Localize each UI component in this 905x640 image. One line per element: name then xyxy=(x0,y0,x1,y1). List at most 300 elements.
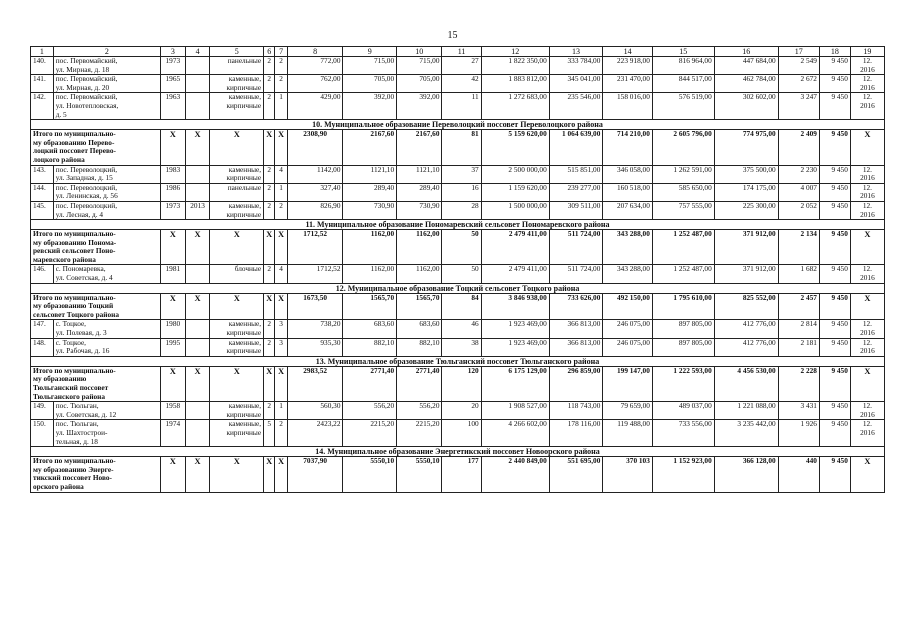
table-cell: 1 923 469,00 xyxy=(481,338,549,356)
total-cell: 2 440 849,00 xyxy=(481,457,549,492)
table-cell: 489 037,00 xyxy=(652,402,714,420)
section-heading: 13. Муниципальное образование Тюльганский поссовет Тюльганского района xyxy=(31,356,885,366)
table-cell: 2215,20 xyxy=(343,420,397,447)
table-cell: 2 xyxy=(264,402,275,420)
total-cell: X xyxy=(185,230,210,265)
table-cell: 4 xyxy=(275,165,287,183)
table-cell: 1 221 088,00 xyxy=(714,402,778,420)
table-cell: 9 450 xyxy=(819,402,850,420)
total-cell: 9 450 xyxy=(819,293,850,320)
total-label: Итого по муниципально- му образованию Понома- ревский сельсовет Поно- маревского района xyxy=(31,230,161,265)
total-cell: X xyxy=(850,293,884,320)
total-cell: 2771,40 xyxy=(343,366,397,401)
table-cell: 1986 xyxy=(160,183,185,201)
table-cell: 46 xyxy=(442,320,481,338)
table-cell: 4 266 602,00 xyxy=(481,420,549,447)
table-cell: 2 xyxy=(264,338,275,356)
table-cell: 1965 xyxy=(160,75,185,93)
column-number-cell: 11 xyxy=(442,47,481,57)
table-cell: 12. 2016 xyxy=(850,420,884,447)
table-cell: 178 116,00 xyxy=(549,420,603,447)
table-cell xyxy=(185,402,210,420)
table-cell: 1973 xyxy=(160,201,185,219)
total-cell: 5550,10 xyxy=(343,457,397,492)
table-row xyxy=(31,201,885,219)
table-cell: 392,00 xyxy=(343,93,397,120)
total-row xyxy=(31,293,885,320)
table-cell: 27 xyxy=(442,57,481,75)
register-table xyxy=(30,46,885,493)
total-cell: 371 912,00 xyxy=(714,230,778,265)
column-number-cell: 5 xyxy=(210,47,264,57)
table-cell: 1 682 xyxy=(778,265,819,283)
table-cell: 1712,52 xyxy=(287,265,343,283)
column-number-cell: 6 xyxy=(264,47,275,57)
table-cell: 1 500 000,00 xyxy=(481,201,549,219)
section-heading: 11. Муниципальное образование Пономаревский сельсовет Пономаревского района xyxy=(31,220,885,230)
table-cell: 1 262 591,00 xyxy=(652,165,714,183)
table-cell: 2 xyxy=(264,201,275,219)
table-cell: 730,90 xyxy=(397,201,442,219)
table-cell xyxy=(185,93,210,120)
table-cell: 12. 2016 xyxy=(850,165,884,183)
table-cell: 2 xyxy=(264,165,275,183)
total-cell: X xyxy=(264,130,275,165)
total-cell: 84 xyxy=(442,293,481,320)
total-cell: X xyxy=(264,457,275,492)
table-cell: 1983 xyxy=(160,165,185,183)
total-cell: X xyxy=(264,366,275,401)
column-number-cell: 15 xyxy=(652,47,714,57)
table-cell: 28 xyxy=(442,201,481,219)
table-cell: 556,20 xyxy=(397,402,442,420)
table-cell: 2 052 xyxy=(778,201,819,219)
table-cell xyxy=(185,265,210,283)
table-cell: 683,60 xyxy=(397,320,442,338)
table-cell: 174 175,00 xyxy=(714,183,778,201)
table-cell: 12. 2016 xyxy=(850,320,884,338)
column-number-cell: 19 xyxy=(850,47,884,57)
total-cell: X xyxy=(275,130,287,165)
table-cell: 897 805,00 xyxy=(652,320,714,338)
table-body xyxy=(31,47,885,493)
table-cell: 757 555,00 xyxy=(652,201,714,219)
total-cell: 199 147,00 xyxy=(603,366,653,401)
table-cell: 882,10 xyxy=(397,338,442,356)
total-cell: X xyxy=(210,457,264,492)
total-cell: 551 695,00 xyxy=(549,457,603,492)
total-cell: 2 479 411,00 xyxy=(481,230,549,265)
table-cell: 2013 xyxy=(185,201,210,219)
section-heading-row xyxy=(31,220,885,230)
table-cell: 2 479 411,00 xyxy=(481,265,549,283)
table-cell: 4 007 xyxy=(778,183,819,201)
table-cell: 2 181 xyxy=(778,338,819,356)
total-cell: 9 450 xyxy=(819,457,850,492)
total-cell: 7037,90 xyxy=(287,457,343,492)
table-cell: 2 549 xyxy=(778,57,819,75)
table-cell: 50 xyxy=(442,265,481,283)
table-cell: 207 634,00 xyxy=(603,201,653,219)
table-cell: 882,10 xyxy=(343,338,397,356)
section-heading-row xyxy=(31,356,885,366)
table-cell: 343 288,00 xyxy=(603,265,653,283)
table-cell: 2 814 xyxy=(778,320,819,338)
table-cell: 371 912,00 xyxy=(714,265,778,283)
table-cell: 2 xyxy=(264,93,275,120)
table-cell: 12. 2016 xyxy=(850,265,884,283)
table-cell: 118 743,00 xyxy=(549,402,603,420)
table-cell: 160 518,00 xyxy=(603,183,653,201)
table-cell xyxy=(185,57,210,75)
table-row xyxy=(31,183,885,201)
total-cell: 50 xyxy=(442,230,481,265)
total-row xyxy=(31,230,885,265)
table-cell: 2 xyxy=(275,75,287,93)
table-cell: 3 247 xyxy=(778,93,819,120)
table-cell: 1 xyxy=(275,183,287,201)
table-cell: 366 813,00 xyxy=(549,338,603,356)
total-label: Итого по муниципально- му образованию Энерге- тикский поссовет Ново- орского района xyxy=(31,457,161,492)
table-cell: 1121,10 xyxy=(343,165,397,183)
total-cell: X xyxy=(275,457,287,492)
table-cell: 2 xyxy=(275,57,287,75)
total-cell: 2 134 xyxy=(778,230,819,265)
total-cell: X xyxy=(275,366,287,401)
table-cell: 816 964,00 xyxy=(652,57,714,75)
table-cell: 1 822 350,00 xyxy=(481,57,549,75)
total-cell: X xyxy=(264,230,275,265)
column-number-cell: 8 xyxy=(287,47,343,57)
table-cell: пос. Первомайский, ул. Мирная, д. 18 xyxy=(53,57,160,75)
table-cell: 11 xyxy=(442,93,481,120)
table-cell: 9 450 xyxy=(819,93,850,120)
total-cell: 1712,52 xyxy=(287,230,343,265)
table-cell: 2423,22 xyxy=(287,420,343,447)
table-cell: блочные xyxy=(210,265,264,283)
table-cell: 2 xyxy=(275,420,287,447)
table-cell: 5 xyxy=(264,420,275,447)
total-cell: 1565,70 xyxy=(343,293,397,320)
table-cell: 9 450 xyxy=(819,75,850,93)
total-cell: 511 724,00 xyxy=(549,230,603,265)
total-cell: 1162,00 xyxy=(397,230,442,265)
total-cell: 2 605 796,00 xyxy=(652,130,714,165)
table-cell: 119 488,00 xyxy=(603,420,653,447)
total-cell: 4 456 530,00 xyxy=(714,366,778,401)
total-cell: 1162,00 xyxy=(343,230,397,265)
section-heading-row xyxy=(31,283,885,293)
total-cell: 2 228 xyxy=(778,366,819,401)
table-cell: 2 xyxy=(264,320,275,338)
total-cell: X xyxy=(850,457,884,492)
total-cell: 177 xyxy=(442,457,481,492)
table-cell: 9 450 xyxy=(819,320,850,338)
table-cell: 392,00 xyxy=(397,93,442,120)
total-cell: 2771,40 xyxy=(397,366,442,401)
table-cell: 730,90 xyxy=(343,201,397,219)
table-cell: 1 883 812,00 xyxy=(481,75,549,93)
table-cell: каменные, кирпичные xyxy=(210,402,264,420)
table-cell: 235 546,00 xyxy=(549,93,603,120)
table-cell: 1974 xyxy=(160,420,185,447)
total-cell: 2983,52 xyxy=(287,366,343,401)
column-number-cell: 9 xyxy=(343,47,397,57)
table-cell: 37 xyxy=(442,165,481,183)
table-cell: 142. xyxy=(31,93,54,120)
table-cell: 772,00 xyxy=(287,57,343,75)
total-label: Итого по муниципально- му образованию Перево- лоцкий поссовет Перево- лоцкого района xyxy=(31,130,161,165)
total-cell: 1 795 610,00 xyxy=(652,293,714,320)
table-cell: 4 xyxy=(275,265,287,283)
total-cell: 3 846 938,00 xyxy=(481,293,549,320)
table-cell: 38 xyxy=(442,338,481,356)
table-cell: 762,00 xyxy=(287,75,343,93)
table-cell: 12. 2016 xyxy=(850,201,884,219)
column-number-cell: 16 xyxy=(714,47,778,57)
table-cell xyxy=(185,183,210,201)
total-cell: 296 859,00 xyxy=(549,366,603,401)
table-row xyxy=(31,338,885,356)
section-heading: 10. Муниципальное образование Переволоцкий поссовет Переволоцкого района xyxy=(31,120,885,130)
table-cell: 158 016,00 xyxy=(603,93,653,120)
table-cell: пос. Переволоцкий, ул. Лесная, д. 4 xyxy=(53,201,160,219)
table-row xyxy=(31,93,885,120)
page-number: 15 xyxy=(447,30,458,41)
total-cell: 1673,50 xyxy=(287,293,343,320)
table-cell: 141. xyxy=(31,75,54,93)
table-cell: 148. xyxy=(31,338,54,356)
table-cell: 239 277,00 xyxy=(549,183,603,201)
table-cell xyxy=(185,320,210,338)
total-cell: 9 450 xyxy=(819,230,850,265)
table-cell: каменные, кирпичные xyxy=(210,338,264,356)
table-cell: 16 xyxy=(442,183,481,201)
table-cell: 302 602,00 xyxy=(714,93,778,120)
total-cell: X xyxy=(185,293,210,320)
total-cell: X xyxy=(275,230,287,265)
total-cell: X xyxy=(160,130,185,165)
section-heading-row xyxy=(31,120,885,130)
total-cell: 370 103 xyxy=(603,457,653,492)
table-cell: 2 672 xyxy=(778,75,819,93)
total-row xyxy=(31,130,885,165)
table-cell: 12. 2016 xyxy=(850,75,884,93)
table-cell: 3 431 xyxy=(778,402,819,420)
column-number-cell: 4 xyxy=(185,47,210,57)
table-cell: 12. 2016 xyxy=(850,338,884,356)
total-label: Итого по муниципально- му образованию Тоцкий сельсовет Тоцкого района xyxy=(31,293,161,320)
total-cell: X xyxy=(850,130,884,165)
table-cell: 1 xyxy=(275,402,287,420)
table-cell xyxy=(185,420,210,447)
table-cell: 2 xyxy=(275,201,287,219)
total-cell: X xyxy=(210,130,264,165)
table-cell: 1 xyxy=(275,93,287,120)
total-cell: 9 450 xyxy=(819,130,850,165)
table-cell: 1963 xyxy=(160,93,185,120)
total-cell: X xyxy=(185,366,210,401)
table-cell: 1 252 487,00 xyxy=(652,265,714,283)
table-cell: 683,60 xyxy=(343,320,397,338)
table-cell: 1 923 469,00 xyxy=(481,320,549,338)
total-cell: X xyxy=(210,366,264,401)
table-cell: 715,00 xyxy=(397,57,442,75)
column-number-row xyxy=(31,47,885,57)
table-cell: 20 xyxy=(442,402,481,420)
column-number-cell: 2 xyxy=(53,47,160,57)
table-cell: 225 300,00 xyxy=(714,201,778,219)
table-cell: 231 470,00 xyxy=(603,75,653,93)
table-cell: каменные, кирпичные xyxy=(210,75,264,93)
column-number-cell: 13 xyxy=(549,47,603,57)
total-cell: 2167,60 xyxy=(397,130,442,165)
table-cell: 560,30 xyxy=(287,402,343,420)
table-cell: 9 450 xyxy=(819,338,850,356)
total-cell: 5550,10 xyxy=(397,457,442,492)
table-cell: каменные, кирпичные xyxy=(210,201,264,219)
table-cell: пос. Тюльган, ул. Советская, д. 12 xyxy=(53,402,160,420)
table-cell: 9 450 xyxy=(819,265,850,283)
table-cell: 447 684,00 xyxy=(714,57,778,75)
table-cell: 2 xyxy=(264,57,275,75)
table-cell: 223 918,00 xyxy=(603,57,653,75)
table-cell: пос. Первомайский, ул. Мирная, д. 20 xyxy=(53,75,160,93)
table-cell: 412 776,00 xyxy=(714,338,778,356)
total-cell: X xyxy=(264,293,275,320)
total-row xyxy=(31,366,885,401)
table-cell: 145. xyxy=(31,201,54,219)
table-cell: 897 805,00 xyxy=(652,338,714,356)
total-cell: 733 626,00 xyxy=(549,293,603,320)
table-cell: 12. 2016 xyxy=(850,57,884,75)
table-cell: 149. xyxy=(31,402,54,420)
table-cell: пос. Переволоцкий, ул. Ленинская, д. 56 xyxy=(53,183,160,201)
column-number-cell: 7 xyxy=(275,47,287,57)
column-number-cell: 1 xyxy=(31,47,54,57)
table-cell: 429,00 xyxy=(287,93,343,120)
table-cell: 146. xyxy=(31,265,54,283)
table-cell: 2 230 xyxy=(778,165,819,183)
table-cell: с. Тоцкое, ул. Рабочая, д. 16 xyxy=(53,338,160,356)
table-cell: 42 xyxy=(442,75,481,93)
table-cell: 147. xyxy=(31,320,54,338)
table-row xyxy=(31,420,885,447)
table-cell: 1980 xyxy=(160,320,185,338)
table-cell: 1142,00 xyxy=(287,165,343,183)
table-cell: 733 556,00 xyxy=(652,420,714,447)
table-cell: 309 511,00 xyxy=(549,201,603,219)
table-cell: с. Тоцкое, ул. Полевая, д. 3 xyxy=(53,320,160,338)
total-cell: 1 222 593,00 xyxy=(652,366,714,401)
table-cell: пос. Первомайский, ул. Новотепловская, д. 5 xyxy=(53,93,160,120)
table-cell: каменные, кирпичные xyxy=(210,420,264,447)
column-number-cell: 17 xyxy=(778,47,819,57)
column-number-cell: 18 xyxy=(819,47,850,57)
total-cell: 6 175 129,00 xyxy=(481,366,549,401)
table-cell: с. Пономаревка, ул. Советская, д. 4 xyxy=(53,265,160,283)
total-cell: 343 288,00 xyxy=(603,230,653,265)
total-cell: 440 xyxy=(778,457,819,492)
table-cell: 705,00 xyxy=(397,75,442,93)
table-cell xyxy=(185,338,210,356)
section-heading: 12. Муниципальное образование Тоцкий сельсовет Тоцкого района xyxy=(31,283,885,293)
total-cell: 825 552,00 xyxy=(714,293,778,320)
total-cell: X xyxy=(160,457,185,492)
table-cell: 246 075,00 xyxy=(603,320,653,338)
table-cell: 2 xyxy=(264,265,275,283)
table-cell: 12. 2016 xyxy=(850,402,884,420)
table-cell: 556,20 xyxy=(343,402,397,420)
table-cell: 9 450 xyxy=(819,201,850,219)
table-cell: 3 xyxy=(275,320,287,338)
table-cell: каменные, кирпичные xyxy=(210,165,264,183)
table-cell: 1162,00 xyxy=(343,265,397,283)
table-row xyxy=(31,165,885,183)
section-heading: 14. Муниципальное образование Энергетикский поссовет Новоорского района xyxy=(31,447,885,457)
total-cell: 2 457 xyxy=(778,293,819,320)
table-cell: 100 xyxy=(442,420,481,447)
column-number-cell: 3 xyxy=(160,47,185,57)
table-row xyxy=(31,402,885,420)
table-cell: панельные xyxy=(210,183,264,201)
table-row xyxy=(31,57,885,75)
total-cell: X xyxy=(275,293,287,320)
section-heading-row xyxy=(31,447,885,457)
total-cell: 1 152 923,00 xyxy=(652,457,714,492)
table-cell: 143. xyxy=(31,165,54,183)
table-row xyxy=(31,75,885,93)
table-cell: 1995 xyxy=(160,338,185,356)
table-cell: 1981 xyxy=(160,265,185,283)
total-cell: X xyxy=(160,293,185,320)
total-cell: X xyxy=(160,366,185,401)
total-cell: 2 409 xyxy=(778,130,819,165)
table-cell: 366 813,00 xyxy=(549,320,603,338)
table-cell: пос. Тюльган, ул. Шахтострои- тельная, д. 18 xyxy=(53,420,160,447)
column-number-cell: 10 xyxy=(397,47,442,57)
total-cell: X xyxy=(850,230,884,265)
total-cell: 714 210,00 xyxy=(603,130,653,165)
table-cell: 79 659,00 xyxy=(603,402,653,420)
total-cell: 1 252 487,00 xyxy=(652,230,714,265)
table-cell: 333 784,00 xyxy=(549,57,603,75)
table-cell: 935,30 xyxy=(287,338,343,356)
table-cell: 1973 xyxy=(160,57,185,75)
table-cell: 1 159 620,00 xyxy=(481,183,549,201)
table-cell: 1 908 527,00 xyxy=(481,402,549,420)
table-cell xyxy=(185,75,210,93)
table-cell: 9 450 xyxy=(819,183,850,201)
table-cell: 705,00 xyxy=(343,75,397,93)
table-cell: 9 450 xyxy=(819,57,850,75)
table-row xyxy=(31,320,885,338)
total-cell: 2308,90 xyxy=(287,130,343,165)
total-cell: 5 159 620,00 xyxy=(481,130,549,165)
table-cell: 515 851,00 xyxy=(549,165,603,183)
table-cell: 9 450 xyxy=(819,420,850,447)
table-cell: 576 519,00 xyxy=(652,93,714,120)
total-cell: 366 128,00 xyxy=(714,457,778,492)
total-cell: X xyxy=(185,457,210,492)
table-cell: панельные xyxy=(210,57,264,75)
column-number-cell: 12 xyxy=(481,47,549,57)
total-cell: X xyxy=(210,230,264,265)
total-cell: 9 450 xyxy=(819,366,850,401)
table-cell: 140. xyxy=(31,57,54,75)
table-cell: 289,40 xyxy=(343,183,397,201)
table-row xyxy=(31,265,885,283)
